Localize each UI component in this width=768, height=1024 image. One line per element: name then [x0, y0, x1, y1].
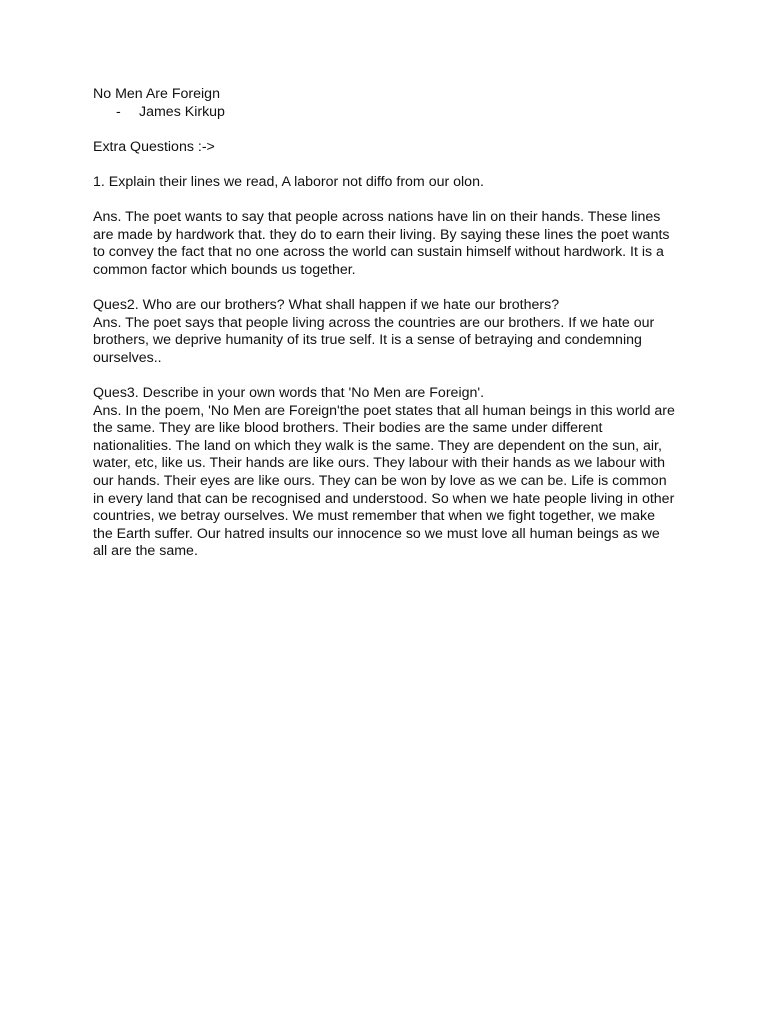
blank-line — [93, 368, 683, 386]
answer-3-line: water, etc, like us. Their hands are like ours. They labour with their hands as we labour with — [93, 455, 665, 472]
answer-2-line: ourselves.. — [93, 349, 162, 366]
answer-3-line: the same. They are like blood brothers. Their bodies are the same under different — [93, 420, 603, 437]
answer-1-line: to convey the fact that no one across the world can sustain himself without hardwork. It is a — [93, 244, 664, 261]
question-block-2 — [93, 297, 683, 367]
blank-line — [93, 280, 683, 298]
question-block-3 — [93, 385, 683, 561]
blank-line — [93, 121, 683, 139]
answer-3-line: nationalities. The land on which they walk is the same. They are dependent on the sun, air, — [93, 437, 662, 454]
answer-block-1 — [93, 209, 683, 279]
author-dash: - — [116, 103, 121, 120]
blank-line — [93, 192, 683, 210]
document-title: No Men Are Foreign — [93, 86, 220, 102]
answer-3-line: all are the same. — [93, 543, 198, 560]
author-name: James Kirkup — [139, 103, 225, 120]
question-3-line: Ques3. Describe in your own words that 'No Men are Foreign'. — [93, 385, 485, 402]
document-body — [93, 86, 683, 561]
answer-1-line: are made by hardwork that. they do to earn their living. By saying these lines the poet wants — [93, 226, 670, 243]
author-line — [93, 104, 683, 122]
answer-3-line: in every land that can be recognised and understood. So when we hate people living in other — [93, 490, 675, 507]
answer-1-line: Ans. The poet wants to say that people across nations have lin on their hands. These lines — [93, 209, 661, 226]
section-heading: Extra Questions :-> — [93, 138, 215, 155]
question-1-line: 1. Explain their lines we read, A laboror not diffo from our olon. — [93, 173, 484, 190]
answer-2-line: Ans. The poet says that people living across the countries are our brothers. If we hate our — [93, 314, 655, 331]
answer-2-line: brothers, we deprive humanity of its true self. It is a sense of betraying and condemning — [93, 332, 642, 349]
answer-3-line: the Earth suffer. Our hatred insults our innocence so we must love all human beings as we — [93, 525, 660, 542]
answer-1-line: common factor which bounds us together. — [93, 261, 356, 278]
answer-3-line: our hands. Their eyes are like ours. They can be won by love as we can be. Life is common — [93, 473, 667, 490]
blank-line — [93, 156, 683, 174]
question-2-line: Ques2. Who are our brothers? What shall happen if we hate our brothers? — [93, 297, 560, 314]
question-block-1 — [93, 174, 683, 192]
answer-3-line: Ans. In the poem, 'No Men are Foreign'the poet states that all human beings in this world are — [93, 402, 675, 419]
answer-3-line: countries, we betray ourselves. We must remember that when we fight together, we make — [93, 508, 655, 525]
